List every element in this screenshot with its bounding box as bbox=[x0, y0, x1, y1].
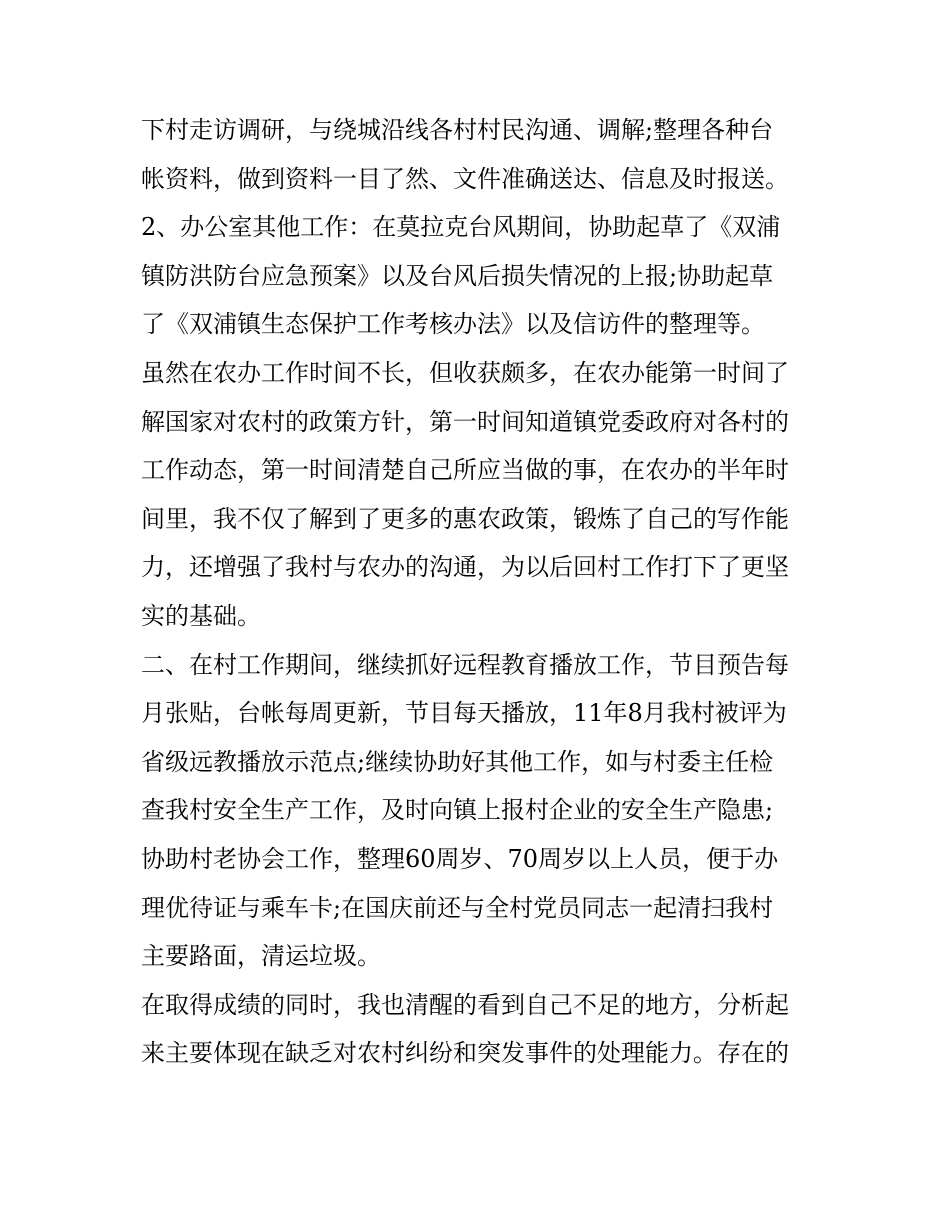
document-body bbox=[141, 106, 821, 1078]
text-line: 省级远教播放示范点;继续协助好其他工作，如与村委主任检 bbox=[141, 747, 774, 776]
text-line: 下村走访调研，与绕城沿线各村村民沟通、调解;整理各种台 bbox=[141, 116, 774, 144]
text-line: 虽然在农办工作时间不长，但收获颇多，在农办能第一时间了 bbox=[141, 358, 789, 387]
text-line: 二、在村工作期间，继续抓好远程教育播放工作，节目预告每 bbox=[141, 650, 789, 679]
text-line: 了《双浦镇生态保护工作考核办法》以及信访件的整理等。 bbox=[141, 310, 765, 339]
text-line: 在取得成绩的同时，我也清醒的看到自己不足的地方，分析起 bbox=[141, 990, 789, 1019]
text-line: 间里，我不仅了解到了更多的惠农政策，锻炼了自己的写作能 bbox=[141, 504, 789, 533]
text-line: 查我村安全生产工作，及时向镇上报村企业的安全生产隐患; bbox=[141, 796, 774, 825]
text-line: 2、办公室其他工作：在莫拉克台风期间，协助起草了《双浦 bbox=[141, 213, 781, 242]
text-line: 协助村老协会工作，整理60周岁、70周岁以上人员，便于办 bbox=[141, 844, 779, 873]
text-line: 帐资料，做到资料一目了然、文件准确送达、信息及时报送。 bbox=[141, 164, 789, 193]
text-line: 月张贴，台帐每周更新，节目每天播放，11年8月我村被评为 bbox=[141, 699, 787, 728]
text-line: 来主要体现在缺乏对农村纠纷和突发事件的处理能力。存在的 bbox=[141, 1039, 789, 1068]
text-line: 力，还增强了我村与农办的沟通，为以后回村工作打下了更坚 bbox=[141, 553, 789, 582]
text-line: 镇防洪防台应急预案》以及台风后损失情况的上报;协助起草 bbox=[141, 261, 774, 290]
text-line: 理优待证与乘车卡;在国庆前还与全村党员同志一起清扫我村 bbox=[141, 893, 774, 922]
text-line: 解国家对农村的政策方针，第一时间知道镇党委政府对各村的 bbox=[141, 407, 789, 436]
text-line: 主要路面，清运垃圾。 bbox=[141, 942, 381, 971]
text-line: 工作动态，第一时间清楚自己所应当做的事，在农办的半年时 bbox=[141, 456, 789, 485]
text-line: 实的基础。 bbox=[141, 601, 261, 630]
